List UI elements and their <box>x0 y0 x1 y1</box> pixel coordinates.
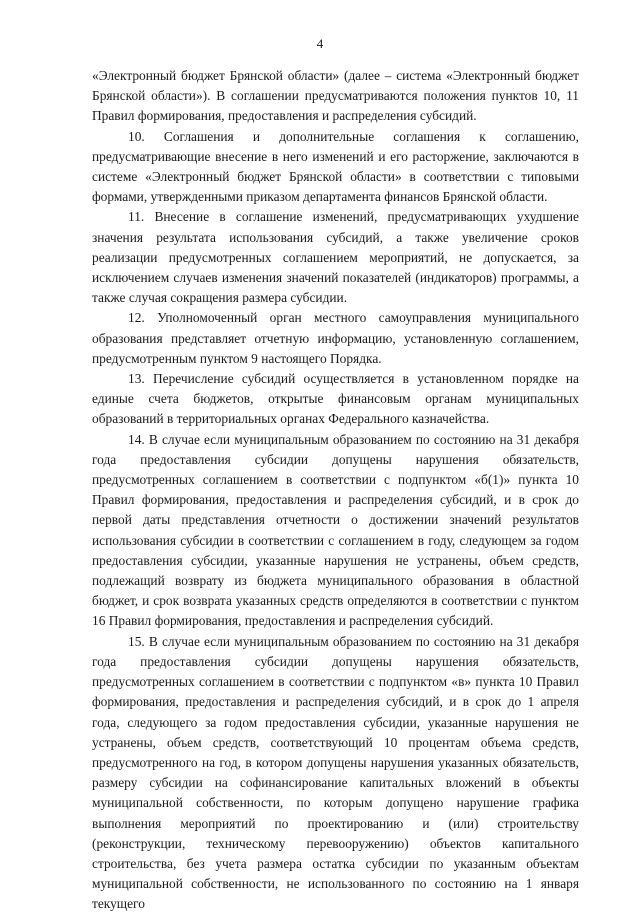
paragraph-13: 13. Перечисление субсидий осуществляется в установленном порядке на единые счета бюджетов, открытые финансовым органам муниципальных образований в территориальных органах Федерального казначейства. <box>92 371 579 427</box>
paragraph-11: 11. Внесение в соглашение изменений, предусматривающих ухудшение значения результата использования субсидий, а также увеличение сроков реализации предусмотренных соглашением мероприятий, не допускается, за исключением случаев изменения значений показателей (индикаторов) программы, а также случая сокращения размера субсидии. <box>92 209 579 306</box>
paragraph-10: 10. Соглашения и дополнительные соглашения к соглашению, предусматривающие внесение в него изменений и его расторжение, заключаются в системе «Электронный бюджет Брянской области» в соответствии с типовыми формами, утвержденными приказом департамента финансов Брянской области. <box>92 128 579 205</box>
paragraph-15: 15. В случае если муниципальным образованием по состоянию на 31 декабря года предоставления субсидии допущены нарушения обязательств, предусмотренных соглашением в соответствии с подпунктом «в» пункта 10 Правил формирования, предоставления и распределения субсидий, и в срок до 1 апреля года, следующего за годом предоставления субсидии, указанные нарушения не устранены, объем средств, соответствующий 10 процентам объема средств, предусмотренного на год, в котором допущены нарушения указанных обязательств, размеру субсидии на софинансирование капитальных вложений в объекты муниципальной собственности, по которым допущено нарушение графика выполнения мероприятий по проектированию и (или) строительству (реконструкции, техническому перевооружению) объектов капитального строительства, без учета размера остатка субсидии по указанным объектам муниципальной собственности, не использованного по состоянию на 1 января текущего <box>92 633 579 912</box>
paragraph-continuation: «Электронный бюджет Брянской области» (далее – система «Электронный бюджет Брянской области»). В соглашении предусматриваются положения пунктов 10, 11 Правил формирования, предоставления и распределения субсидий. <box>92 68 579 124</box>
paragraph-14: 14. В случае если муниципальным образованием по состоянию на 31 декабря года предоставления субсидии допущены нарушения обязательств, предусмотренных соглашением в соответствии с подпунктом «б(1)» пункта 10 Правил формирования, предоставления и распределения субсидий, и в срок до первой даты представления отчетности о достижении значений результатов использования субсидии в соответствии с соглашением в году, следующем за годом предоставления субсидии, указанные нарушения не устранены, объем средств, подлежащий возврату из бюджета муниципального образования в областной бюджет, и срок возврата указанных средств определяются в соответствии с пунктом 16 Правил формирования, предоставления и распределения субсидий. <box>92 431 579 629</box>
document-body <box>92 66 579 915</box>
page-number: 4 <box>316 36 324 51</box>
paragraph-12: 12. Уполномоченный орган местного самоуправления муниципального образования представляет отчетную информацию, установленную соглашением, предусмотренным пунктом 9 настоящего Порядка. <box>92 310 579 366</box>
